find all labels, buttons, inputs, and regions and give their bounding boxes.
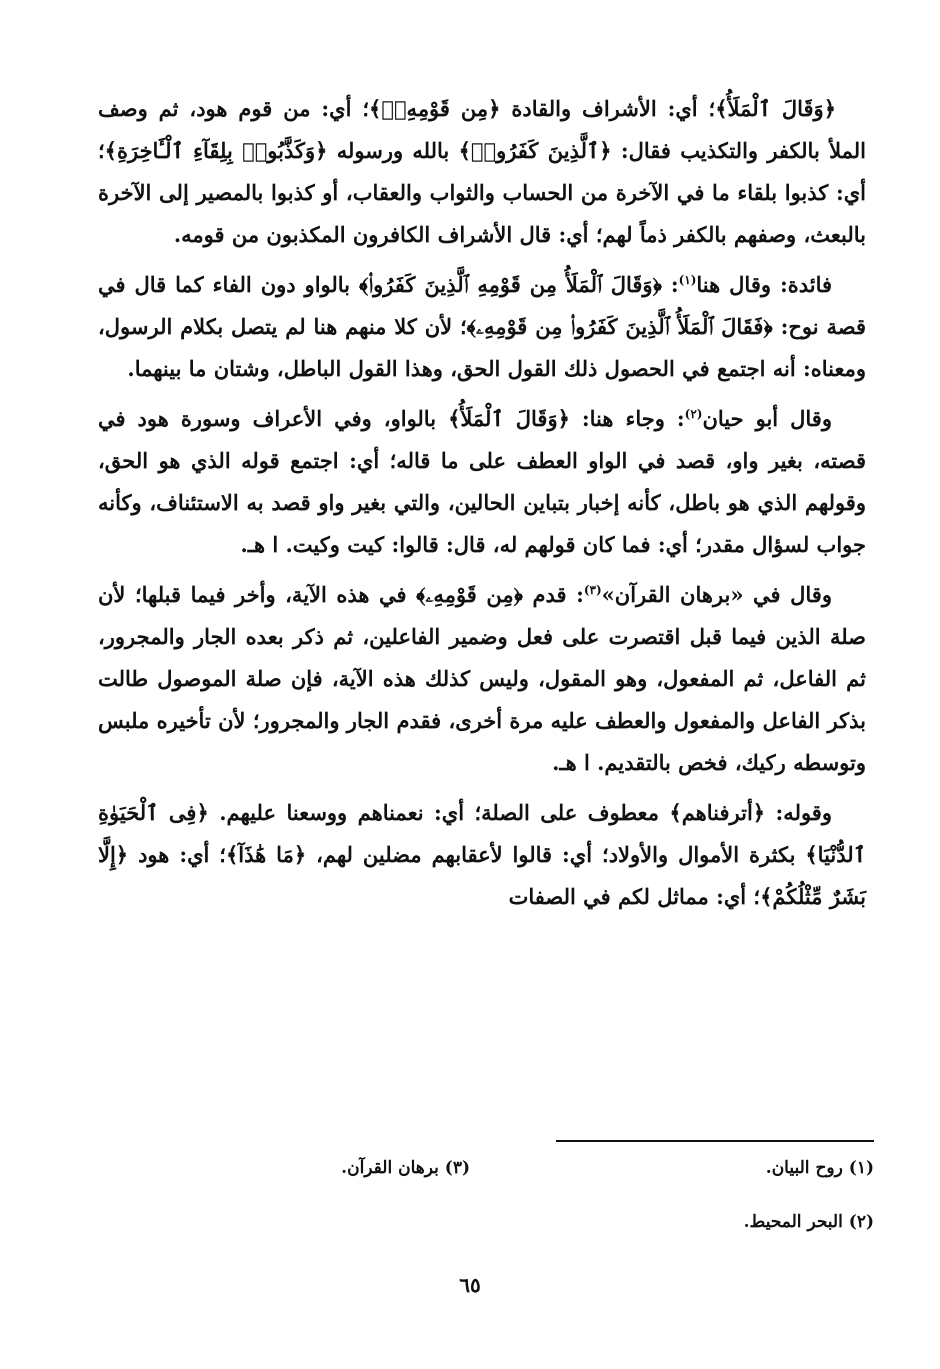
paragraph-text-lead: وقال في «برهان القرآن» [601, 582, 832, 607]
footnote-number: (٢) [848, 1212, 874, 1232]
paragraph-5 [98, 792, 866, 918]
paragraph-3 [98, 398, 866, 566]
paragraph-2 [98, 264, 866, 390]
paragraph-text: ﴿وَقَالَ ٱلْمَلَأُ﴾؛ أي: الأشراف والقادة ﴿مِن قَوْمِهِۦٓ﴾؛ أي: من قوم هود، ثم وصف الملأ بالكفر والتكذيب فقال: ﴿ٱلَّذِينَ كَفَرُوا۟﴾ بالله ورسوله ﴿وَكَذَّبُوا۟ بِلِقَآءِ ٱلْـَٔاخِرَةِ﴾؛ أي: كذبوا بلقاء ما في الآخرة من الحساب والثواب والعقاب، أو كذبوا بالمصير إلى الآخرة بالبعث، وصفهم بالكفر ذماً لهم؛ أي: قال الأشراف الكافرون المكذبون من قومه. [98, 96, 866, 247]
footnote-number: (٣) [444, 1158, 470, 1178]
footnote-3 [341, 1158, 470, 1178]
paragraph-text-lead: فائدة: وقال هنا [696, 272, 833, 297]
paragraph-text-lead: وقال أبو حيان [702, 406, 832, 431]
paragraph-1 [98, 88, 866, 256]
main-text [98, 88, 866, 926]
paragraph-text-rest: : وجاء هنا: ﴿وَقَالَ ٱلْمَلَأُ﴾ بالواو، وفي الأعراف وسورة هود في قصته، بغير واو، قصد في الواو العطف على ما قاله؛ أي: اجتمع قوله الذي هو الحق، وقولهم الذي هو باطل، كأنه إخبار بتباين الحالين، والتي بغير واو قصد به الاستئناف، وكأنه جواب لسؤال مقدر؛ أي: فما كان قولهم له، قال: قالوا: كيت وكيت. ا هـ. [98, 406, 866, 557]
page-number: ٦٥ [459, 1273, 481, 1297]
paragraph-4 [98, 574, 866, 784]
footnote-2 [744, 1212, 874, 1232]
footnote-1 [766, 1158, 874, 1178]
footnote-divider [556, 1140, 874, 1142]
footnote-number: (١) [848, 1158, 874, 1178]
paragraph-text-rest: : ﴿وَقَالَ ٱلْمَلَأُ مِن قَوْمِهِ ٱلَّذِينَ كَفَرُوا۟﴾ بالواو دون الفاء كما قال في قصة نوح: ﴿فَقَالَ ٱلْمَلَأُ ٱلَّذِينَ كَفَرُوا۟ مِن قَوْمِهِۦ﴾؛ لأن كلا منهم هنا لم يتصل بكلام الرسول، ومعناه: أنه اجتمع في الحصول ذلك القول الحق، وهذا القول الباطل، وشتان ما بينهما. [98, 272, 866, 381]
footnote-marker-3[interactable]: (٣) [583, 583, 602, 597]
footnote-text: برهان القرآن. [341, 1158, 439, 1178]
footnote-marker-1[interactable]: (١) [678, 273, 697, 287]
footnote-text: روح البيان. [765, 1158, 843, 1178]
paragraph-text-rest: : قدم ﴿مِن قَوْمِهِۦ﴾ في هذه الآية، وأخر فيما قبلها؛ لأن صلة الذين فيما قبل اقتصرت على فعل وضمير الفاعلين، ثم ذكر بعده الجار والمجرور، ثم الفاعل، ثم المفعول، وهو المقول، وليس كذلك هذه الآية، فإن صلة الموصول طالت بذكر الفاعل والمفعول والعطف عليه مرة أخرى، فقدم الجار والمجرور؛ لأن تأخيره ملبس وتوسطه ركيك، فخص بالتقديم. ا هـ. [98, 582, 866, 775]
paragraph-text: وقوله: ﴿أترفناهم﴾ معطوف على الصلة؛ أي: نعمناهم ووسعنا عليهم. ﴿فِى ٱلْحَيَوٰةِ ٱلدُّنْيَا﴾ بكثرة الأموال والأولاد؛ أي: قالوا لأعقابهم مضلين لهم، ﴿مَا هَٰذَآ﴾؛ أي: هود ﴿إِلَّا بَشَرٌ مِّثْلُكُمْ﴾؛ أي: مماثل لكم في الصفات [98, 800, 866, 909]
footnote-text: البحر المحيط. [743, 1212, 843, 1232]
footnote-marker-2[interactable]: (٢) [684, 407, 703, 421]
